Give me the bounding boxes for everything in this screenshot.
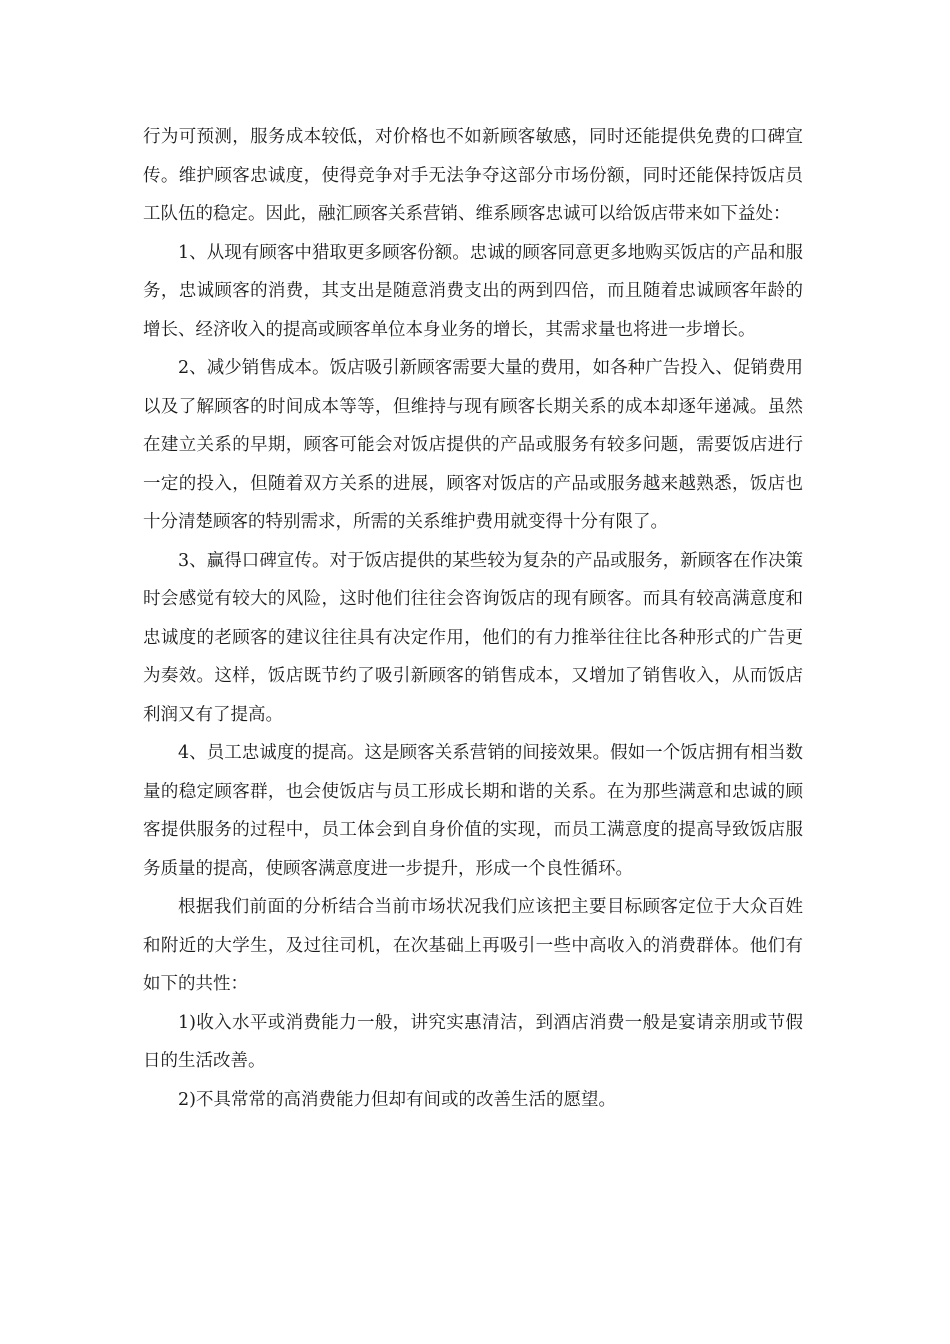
document-body [143,118,803,1119]
paragraph-benefit-2: 2、减少销售成本。饭店吸引新顾客需要大量的费用，如各种广告投入、促销费用以及了解顾客的时间成本等等，但维持与现有顾客长期关系的成本却逐年递减。虽然在建立关系的早期，顾客可能会对饭店提供的产品或服务有较多问题，需要饭店进行一定的投入，但随着双方关系的进展，顾客对饭店的产品或服务越来越熟悉，饭店也十分清楚顾客的特别需求，所需的关系维护费用就变得十分有限了。 [143,358,803,532]
paragraph-target-customers: 根据我们前面的分析结合当前市场状况我们应该把主要目标顾客定位于大众百姓和附近的大学生，及过往司机，在次基础上再吸引一些中高收入的消费群体。他们有如下的共性： [143,897,803,994]
paragraph-benefit-3: 3、赢得口碑宣传。对于饭店提供的某些较为复杂的产品或服务，新顾客在作决策时会感觉有较大的风险，这时他们往往会咨询饭店的现有顾客。而具有较高满意度和忠诚度的老顾客的建议往往具有决定作用，他们的有力推举往往比各种形式的广告更为奏效。这样，饭店既节约了吸引新顾客的销售成本，又增加了销售收入，从而饭店利润又有了提高。 [143,550,803,725]
paragraph-benefit-4: 4、员工忠诚度的提高。这是顾客关系营销的间接效果。假如一个饭店拥有相当数量的稳定顾客群，也会使饭店与员工形成长期和谐的关系。在为那些满意和忠诚的顾客提供服务的过程中，员工体会到自身价值的实现，而员工满意度的提高导致饭店服务质量的提高，使顾客满意度进一步提升，形成一个良性循环。 [143,743,803,879]
paragraph-benefit-1: 1、从现有顾客中猎取更多顾客份额。忠诚的顾客同意更多地购买饭店的产品和服务，忠诚顾客的消费，其支出是随意消费支出的两到四倍，而且随着忠诚顾客年龄的增长、经济收入的提高或顾客单位本身业务的增长，其需求量也将进一步增长。 [143,242,803,340]
paragraph-intro-continuation: 行为可预测，服务成本较低，对价格也不如新顾客敏感，同时还能提供免费的口碑宣传。维护顾客忠诚度，使得竞争对手无法争夺这部分市场份额，同时还能保持饭店员工队伍的稳定。因此，融汇顾客关系营销、维系顾客忠诚可以给饭店带来如下益处： [143,127,803,224]
paragraph-trait-1: 1)收入水平或消费能力一般，讲究实惠清洁，到酒店消费一般是宴请亲朋或节假日的生活改善。 [143,1012,803,1071]
paragraph-trait-2: 2)不具常常的高消费能力但却有间或的改善生活的愿望。 [178,1089,616,1110]
